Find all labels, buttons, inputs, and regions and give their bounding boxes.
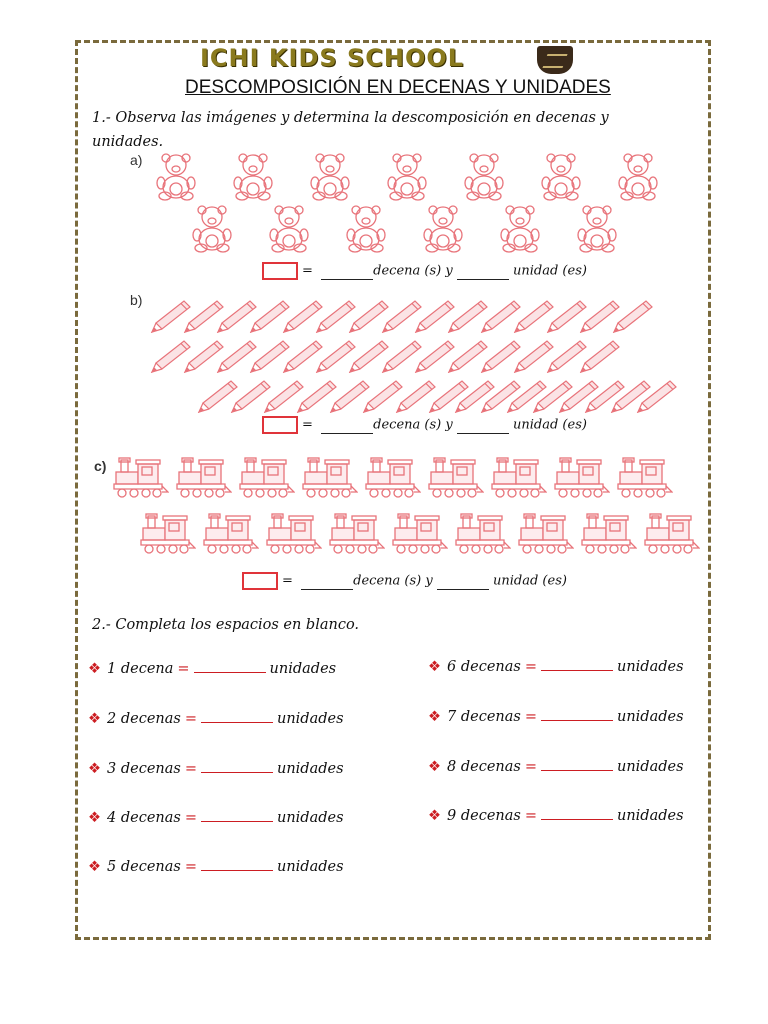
bullet-icon: ❖	[88, 761, 101, 777]
fill-item: ❖ 3 decenas = unidades	[88, 761, 344, 777]
teddy-bear-icon	[265, 202, 315, 254]
teddy-bear-icon	[306, 150, 356, 202]
answer-blank[interactable]	[201, 760, 273, 773]
fill-item: ❖ 8 decenas = unidades	[428, 759, 684, 775]
answer-blank[interactable]	[541, 708, 613, 721]
fill-item: ❖ 9 decenas = unidades	[428, 808, 684, 824]
teddy-bear-icon	[383, 150, 433, 202]
train-icon	[455, 512, 511, 556]
answer-box[interactable]	[262, 416, 298, 434]
teddy-bear-icon	[188, 202, 238, 254]
exercise2-instruction: 2.- Completa los espacios en blanco.	[92, 617, 360, 633]
part-a-answer: = decena (s) y unidad (es)	[262, 262, 587, 280]
train-icon	[140, 512, 196, 556]
bullet-icon: ❖	[88, 661, 101, 677]
answer-blank[interactable]	[201, 710, 273, 723]
answer-blank[interactable]	[541, 658, 613, 671]
part-c-answer: = decena (s) y unidad (es)	[242, 572, 567, 590]
pencil-icon	[636, 373, 678, 413]
teddy-bear-icon	[342, 202, 392, 254]
teddy-bear-icon	[614, 150, 664, 202]
train-icon	[518, 512, 574, 556]
train-icon	[329, 512, 385, 556]
train-icon	[392, 512, 448, 556]
answer-blank[interactable]	[541, 807, 613, 820]
bullet-icon: ❖	[428, 759, 441, 775]
exercise1-instruction: 1.- Observa las imágenes y determina la descomposición en decenas y unidades.	[92, 110, 609, 150]
fill-item: ❖ 2 decenas = unidades	[88, 711, 344, 727]
bullet-icon: ❖	[88, 859, 101, 875]
train-icon	[365, 456, 421, 500]
train-icon	[644, 512, 700, 556]
fill-item: ❖ 6 decenas = unidades	[428, 659, 684, 675]
part-c-label: c)	[94, 458, 107, 474]
train-icon	[617, 456, 673, 500]
fill-item: ❖ 1 decena = unidades	[88, 661, 337, 677]
part-b-answer: = decena (s) y unidad (es)	[262, 416, 587, 434]
teddy-bear-icon	[419, 202, 469, 254]
train-icon	[581, 512, 637, 556]
teddy-bear-icon	[229, 150, 279, 202]
train-icon	[266, 512, 322, 556]
train-icon	[239, 456, 295, 500]
answer-blank[interactable]	[201, 809, 273, 822]
tens-blank[interactable]	[301, 576, 353, 590]
bullet-icon: ❖	[88, 810, 101, 826]
fill-item: ❖ 4 decenas = unidades	[88, 810, 344, 826]
pencil-icon	[612, 293, 654, 333]
teddy-bear-icon	[152, 150, 202, 202]
tens-blank[interactable]	[321, 420, 373, 434]
train-icon	[203, 512, 259, 556]
answer-blank[interactable]	[541, 758, 613, 771]
train-icon	[176, 456, 232, 500]
part-a-label: a)	[130, 152, 143, 168]
teddy-bear-icon	[537, 150, 587, 202]
bullet-icon: ❖	[428, 709, 441, 725]
bullet-icon: ❖	[428, 659, 441, 675]
page-title: DESCOMPOSICIÓN EN DECENAS Y UNIDADES	[185, 77, 611, 98]
answer-box[interactable]	[242, 572, 278, 590]
train-icon	[428, 456, 484, 500]
answer-blank[interactable]	[194, 660, 266, 673]
units-blank[interactable]	[457, 266, 509, 280]
fill-item: ❖ 5 decenas = unidades	[88, 859, 344, 875]
teddy-bear-icon	[496, 202, 546, 254]
pencil-icon	[579, 333, 621, 373]
units-blank[interactable]	[457, 420, 509, 434]
train-icon	[491, 456, 547, 500]
teddy-bear-icon	[573, 202, 623, 254]
train-icon	[302, 456, 358, 500]
train-icon	[113, 456, 169, 500]
teddy-bear-icon	[460, 150, 510, 202]
answer-box[interactable]	[262, 262, 298, 280]
bullet-icon: ❖	[88, 711, 101, 727]
answer-blank[interactable]	[201, 858, 273, 871]
bullet-icon: ❖	[428, 808, 441, 824]
fill-item: ❖ 7 decenas = unidades	[428, 709, 684, 725]
school-crest-icon	[537, 46, 573, 74]
part-b-label: b)	[130, 292, 143, 308]
units-blank[interactable]	[437, 576, 489, 590]
school-name: ICHI KIDS SCHOOL	[200, 44, 465, 72]
tens-blank[interactable]	[321, 266, 373, 280]
train-icon	[554, 456, 610, 500]
